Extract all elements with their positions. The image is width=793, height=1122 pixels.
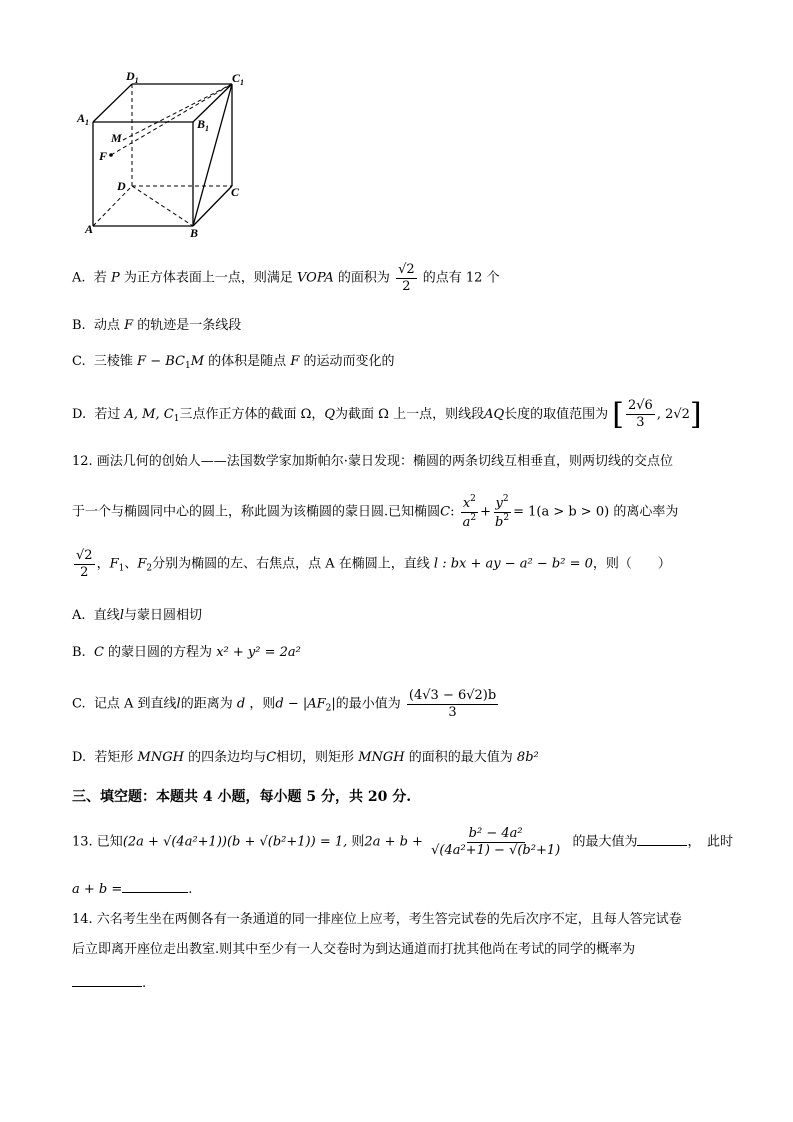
label-d: D — [117, 179, 126, 193]
frac-min-value: $\frac{(4√3 - 6√2)b}{3}$ — [408, 688, 497, 720]
q13-line-1: 13. 已知(2a + √(4a²+1))(b + √(b²+1)) = 1, 则2a + b + $\frac{\text{b² − 4a²}}{\text{√(4a²+1) − √(b²+1)}}$ 的最大值为 ， 此时 — [72, 826, 733, 858]
answer-blank-1[interactable] — [637, 833, 687, 846]
edge-a1-d1 — [93, 84, 132, 122]
label-d1: $D_1$ — [126, 69, 139, 85]
frac-x2-a2: $\frac{x^2}{a^2}$ — [462, 494, 477, 530]
edge-b-c1 — [193, 84, 232, 226]
q11-option-c: C. 三棱锥 $F - BC_1M$ 的体积是随点 F 的运动而变化的 — [72, 354, 395, 371]
q12-option-c: C. 记点 A 到直线l的距离为 d ，则$d - |AF_2|$的最小值为 $\frac{(4√3 - 6√2)b}{3}$ — [72, 688, 497, 720]
q12-option-d: D. 若矩形 MNGH 的四条边均与C相切，则矩形 MNGH 的面积的最大值为 8b² — [72, 750, 539, 765]
section-3-title: 三、填空题：本题共 4 小题，每小题 5 分，共 20 分. — [72, 789, 412, 805]
label-a1: $A_1$ — [77, 111, 90, 127]
label-a: A — [85, 222, 94, 236]
label-c: C — [231, 185, 240, 199]
cube-figure — [75, 68, 255, 240]
q14-line-3: . — [72, 974, 146, 993]
hidden-f-c1 — [111, 84, 232, 155]
answer-blank-3[interactable] — [72, 974, 142, 987]
label-c1: $C_1$ — [232, 71, 245, 87]
q14-line-1: 14. 六名考生坐在两侧各有一条通道的同一排座位上应考，考生答完试卷的先后次序不定，且每人答完试卷 — [72, 912, 682, 927]
frac-2sqrt6-over-3: $\frac{2√6}{3}$ — [628, 398, 653, 430]
label-f: F — [99, 149, 108, 163]
q14-line-2: 后立即离开座位走出教室.则其中至少有一人交卷时为到达通道而打扰其他尚在考试的同学的概率为 — [72, 942, 636, 957]
label-b1: $B_1$ — [197, 117, 210, 133]
frac-q13: $\frac{\text{b² − 4a²}}{\text{√(4a²+1) − √(b²+1)}}$ — [431, 826, 561, 858]
q11-option-d: D. 若过 A, M, $C_1$三点作正方体的截面 Ω，Q为截面 Ω 上一点，则线段AQ长度的取值范围为 [ $\frac{2√6}{3}$ , 2√2] — [72, 397, 702, 432]
point-f — [109, 153, 113, 157]
q12-line-1: 12. 画法几何的创始人——法国数学家加斯帕尔·蒙日发现：椭圆的两条切线互相垂直，则两切线的交点位 — [72, 454, 673, 469]
q12-option-b: B. C 的蒙日圆的方程为 x² + y² = 2a² — [72, 645, 301, 660]
q11-option-a: A. 若 P 为正方体表面上一点，则满足 VOPA 的面积为 $\frac{√2}{2}$ 的点有 12 个 — [72, 262, 500, 294]
hidden-a-d — [93, 186, 132, 226]
q12-line-3: $\frac{√2}{2}$ ，$F_1$、$F_2$分别为椭圆的左、右焦点，点 A 在椭圆上，直线 l : bx + ay − a² − b² = 0，则（ ） — [76, 548, 671, 580]
label-m: M — [111, 131, 122, 145]
q11-option-b: B. 动点 F 的轨迹是一条线段 — [72, 318, 242, 333]
frac-y2-b2: $\frac{y^2}{b^2}$ — [495, 494, 510, 530]
hidden-m-c1 — [123, 84, 232, 140]
label-b: B — [190, 226, 199, 240]
q12-option-a: A. 直线l与蒙日圆相切 — [72, 608, 202, 623]
q13-line-2: a + b = . — [72, 882, 193, 897]
answer-blank-2[interactable] — [122, 880, 188, 893]
hidden-d-b — [132, 186, 193, 226]
frac-eccentricity: $\frac{√2}{2}$ — [76, 548, 93, 580]
frac-sqrt2-over-2: $\frac{√2}{2}$ — [398, 262, 415, 294]
q12-line-2: 于一个与椭圆同中心的圆上，称此圆为该椭圆的蒙日圆.已知椭圆C: $\frac{x^2}{a^2}$ + $\frac{y^2}{b^2}$ = 1(a > b > 0) 的离心率为 — [72, 494, 679, 530]
